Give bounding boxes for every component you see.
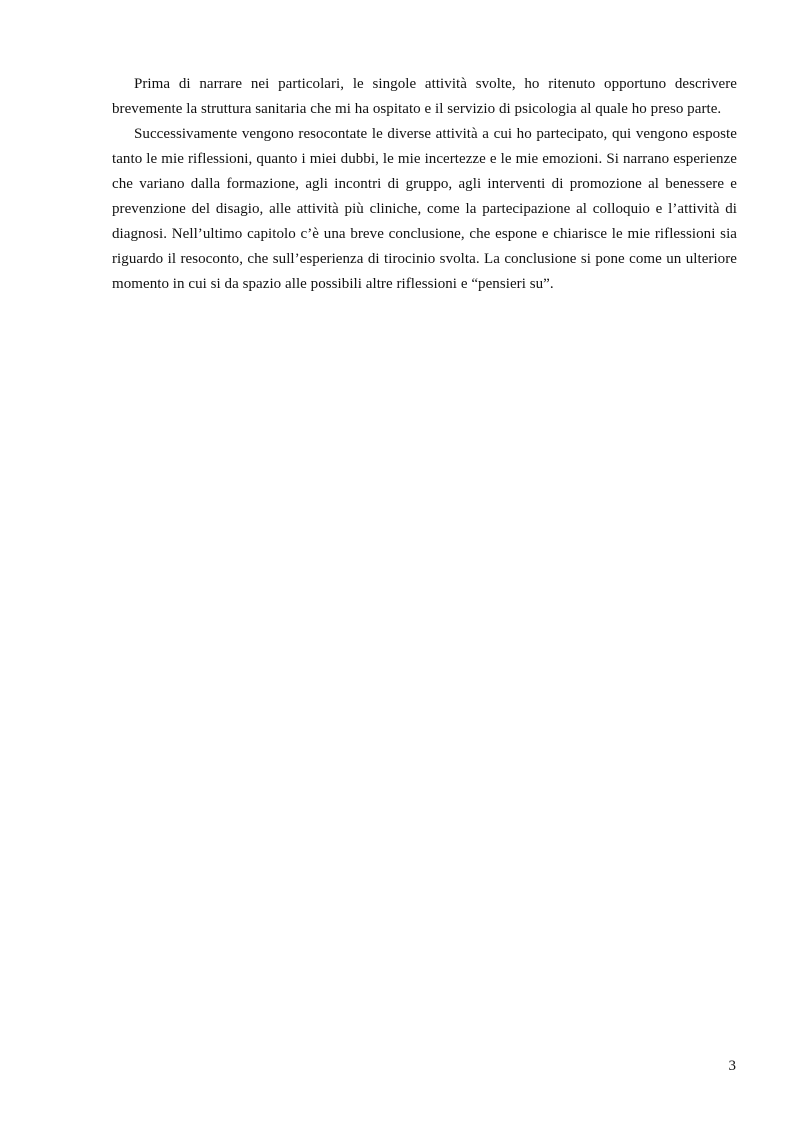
page-number: 3 [728, 1058, 736, 1074]
paragraph-activities: Successivamente vengono resocontate le diverse attività a cui ho partecipato, qui vengono esposte tanto le mie riflessioni, quanto i miei dubbi, le mie incertezze e le mie emozioni. Si narrano esperienze che variano dalla formazione, agli incontri di gruppo, agli interventi di promozione al benessere e prevenzione del disagio, alle attività più cliniche, come la partecipazione al colloquio e l’attività di diagnosi. Nell’ultimo capitolo c’è una breve conclusione, che espone e chiarisce le mie riflessioni sia riguardo il resoconto, che sull’esperienza di tirocinio svolta. La conclusione si pone come un ulteriore momento in cui si da spazio alle possibili altre riflessioni e “pensieri su”. [112, 126, 737, 292]
paragraph-intro: Prima di narrare nei particolari, le singole attività svolte, ho ritenuto opportuno descrivere brevemente la struttura sanitaria che mi ha ospitato e il servizio di psicologia al quale ho preso parte. [112, 76, 737, 117]
body-text [112, 72, 737, 297]
